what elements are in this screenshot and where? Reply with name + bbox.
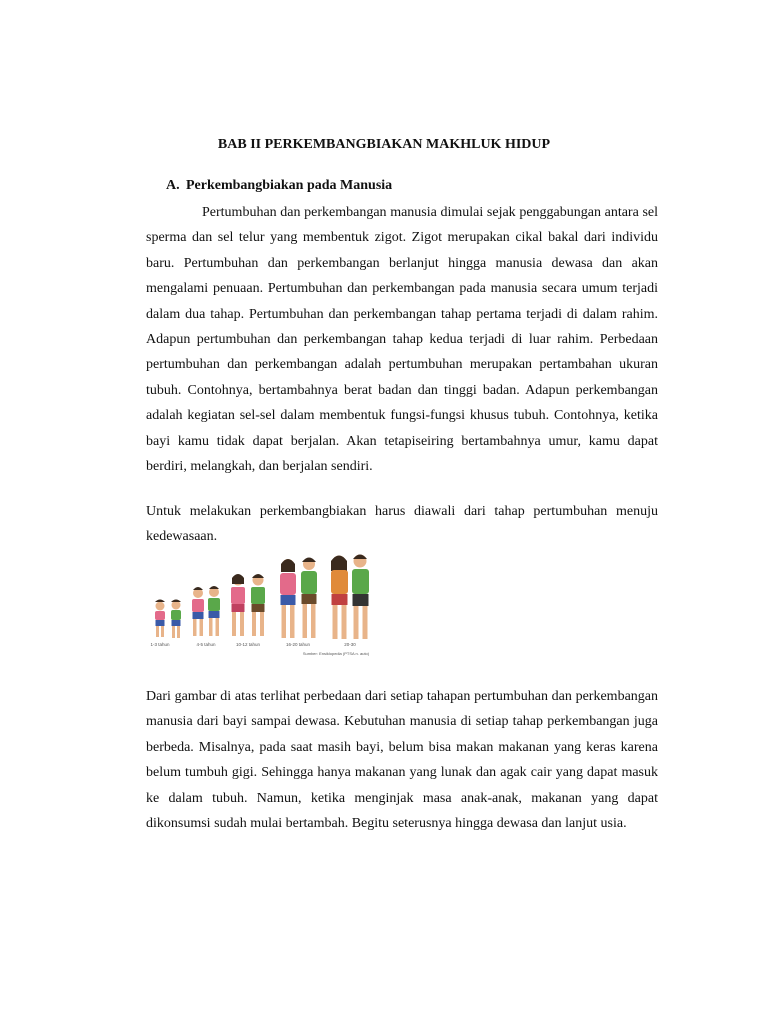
stage-label: 10-12 tahun — [235, 642, 261, 647]
stage-label: 1-3 tahun — [150, 642, 170, 647]
child-figure — [251, 574, 265, 636]
young-child-figure — [208, 586, 220, 636]
teen-figure — [301, 558, 317, 639]
stage-label: 20-30 — [344, 642, 356, 647]
toddler-figure — [171, 600, 181, 639]
adult-figure — [331, 556, 348, 640]
growth-stages-figure — [146, 552, 376, 662]
stage-label: 4-5 tahun — [196, 642, 216, 647]
section-heading — [166, 177, 392, 195]
paragraph-reproduction-note: Untuk melakukan perkembangbiakan harus diawali dari tahap pertumbuhan menuju kedewasaan. — [146, 504, 658, 545]
figure-source-caption: Sumber: Ensiklopedia (PTSA n. auto) — [302, 651, 370, 656]
paragraph-figure-explanation: Dari gambar di atas terlihat perbedaan dari setiap tahapan pertumbuhan dan perkembangan manusia dari bayi sampai dewasa. Kebutuhan manusia di setiap tahap perkembangan juga berbeda. Misalnya, pada saat masih bayi, belum bisa makan makanan yang keras karena belum tumbuh gigi. Sehingga hanya makanan yang lunak dan agak cair yang dapat masuk ke dalam tubuh. Namun, ketika menginjak masa anak-anak, makanan yang dapat dikonsumsi sudah mulai bertambah. Begitu seterusnya hingga dewasa dan lanjut usia. — [146, 689, 658, 832]
growth-stages-illustration — [146, 552, 376, 662]
page-title: BAB II PERKEMBANGBIAKAN MAKHLUK HIDUP — [217, 137, 551, 152]
teen-figure — [280, 559, 296, 638]
child-figure — [231, 574, 245, 636]
section-marker: A. — [166, 178, 180, 193]
section-heading-text: Perkembangbiakan pada Manusia — [186, 178, 393, 193]
toddler-figure — [155, 600, 165, 638]
stage-label: 16-20 tahun — [285, 642, 311, 647]
paragraph-growth-development: Pertumbuhan dan perkembangan manusia dimulai sejak penggabungan antara sel sperma dan sel telur yang membentuk zigot. Zigot merupakan cikal bakal dari individu baru. Pertumbuhan dan perkembangan berlanjut hingga manusia dewasa dan akan mengalami penuaan. Pertumbuhan dan perkembangan pada manusia secara umum terjadi dalam dua tahap. Pertumbuhan dan perkembangan tahap pertama terjadi di dalam rahim. Adapun pertumbuhan dan perkembangan tahap kedua terjadi di luar rahim. Perbedaan pertumbuhan dan perkembangan adalah pertumbuhan merupakan pertambahan ukuran tubuh. Contohnya, bertambahnya berat badan dan tinggi badan. Adapun perkembangan adalah kegiatan sel-sel dalam membentuk fungsi-fungsi khusus tubuh. Contohnya, ketika bayi kamu tidak dapat berjalan. Akan tetapiseiring bertambahnya umur, kamu dapat berdiri, melangkah, dan berjalan sendiri. — [146, 205, 658, 475]
young-child-figure — [192, 587, 204, 636]
adult-figure — [352, 555, 369, 640]
